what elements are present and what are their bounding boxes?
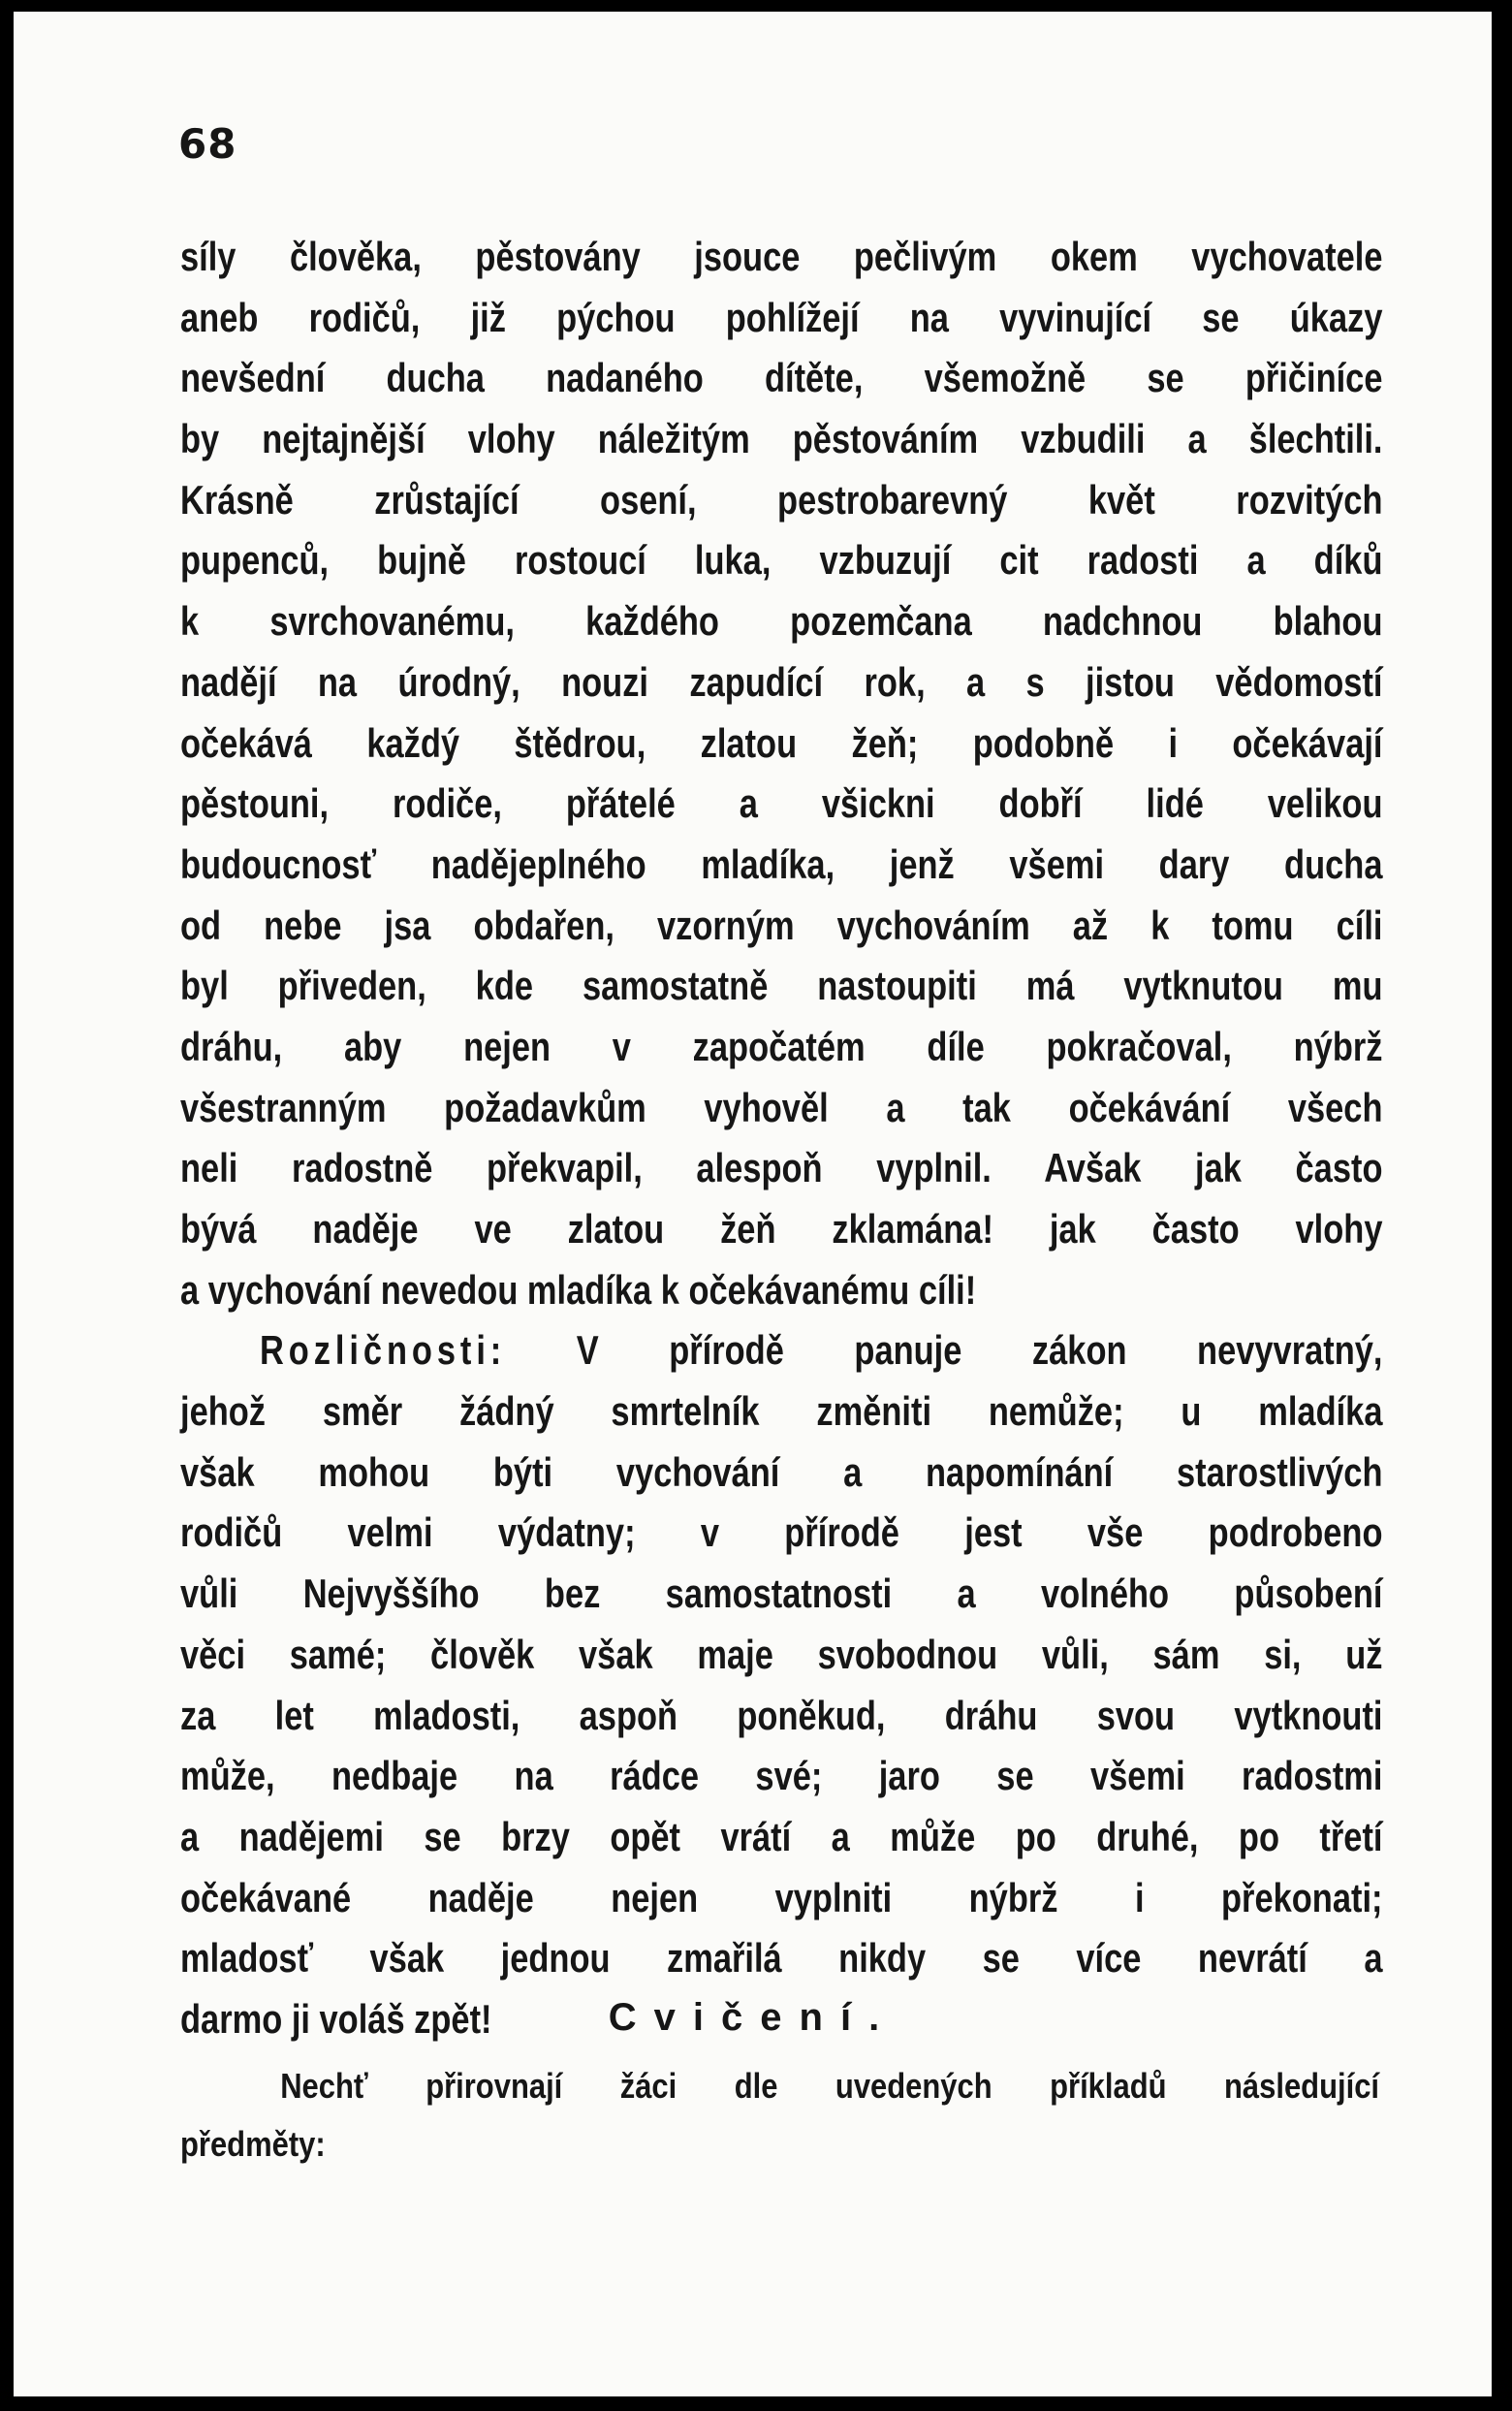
text-line: a nadějemi se brzy opět vrátí a může po druhé, po třetí bbox=[180, 1813, 1383, 1859]
text-line: darmo ji voláš zpět! bbox=[180, 1995, 492, 2042]
exercise-text bbox=[180, 2057, 1382, 2173]
paragraph-first-line bbox=[180, 1320, 1382, 1381]
text-line: od nebe jsa obdařen, vzorným vychováním až k tomu cíli bbox=[180, 902, 1383, 948]
exercise-line: předměty: bbox=[180, 2124, 326, 2164]
text-line: vůli Nejvyššího bez samostatnosti a volného působení bbox=[180, 1570, 1383, 1617]
text-line: dráhu, aby nejen v započatém díle pokračoval, nýbrž bbox=[180, 1023, 1383, 1069]
text-line: neli radostně překvapil, alespoň vyplnil. Avšak jak často bbox=[180, 1145, 1383, 1191]
text-line: a vychování nevedou mladíka k očekávanému cíli! bbox=[180, 1266, 977, 1313]
text-line: rodičů velmi výdatny; v přírodě jest vše podrobeno bbox=[180, 1509, 1383, 1556]
text-line: pěstouni, rodiče, přátelé a všickni dobří lidé velikou bbox=[180, 780, 1383, 827]
book-page bbox=[14, 12, 1492, 2396]
text-line: za let mladosti, aspoň poněkud, dráhu svou vytknouti bbox=[180, 1692, 1383, 1738]
page-number: 68 bbox=[178, 120, 237, 168]
text-line: však mohou býti vychování a napomínání starostlivých bbox=[180, 1448, 1383, 1495]
text-line: mladosť však jednou zmařilá nikdy se více nevrátí a bbox=[180, 1935, 1383, 1982]
text-line: očekává každý štědrou, zlatou žeň; podobně i očekávají bbox=[180, 719, 1383, 766]
text-line: pupenců, bujně rostoucí luka, vzbuzují cit radosti a díků bbox=[180, 537, 1383, 584]
text-line: nadějí na úrodný, nouzi zapudící rok, a s jistou vědomostí bbox=[180, 658, 1383, 705]
text-line: Krásně zrůstající osení, pestrobarevný květ rozvitých bbox=[180, 476, 1383, 523]
exercise-line: Nechť přirovnají žáci dle uvedených příkladů následující bbox=[280, 2066, 1380, 2106]
section-heading: Cvičení. bbox=[608, 1996, 898, 2039]
text-line: nevšední ducha nadaného dítěte, všemožně se přičiníce bbox=[180, 355, 1383, 401]
text-line: očekávané naděje nejen vyplniti nýbrž i překonati; bbox=[180, 1874, 1383, 1920]
section-lead: Rozličnosti: bbox=[260, 1327, 507, 1374]
text-line: bývá naděje ve zlatou žeň zklamána! jak často vlohy bbox=[180, 1206, 1383, 1252]
body-text bbox=[180, 227, 1382, 2050]
text-line: budoucnosť nadějeplného mladíka, jenž všemi dary ducha bbox=[180, 841, 1383, 887]
paragraph-first-line-text: V přírodě panuje zákon nevyvratný, bbox=[576, 1327, 1383, 1374]
text-line: by nejtajnější vlohy náležitým pěstováním vzbudili a šlechtili. bbox=[180, 416, 1383, 462]
text-line: aneb rodičů, již pýchou pohlížejí na vyvinující se úkazy bbox=[180, 294, 1383, 340]
text-line: síly člověka, pěstovány jsouce pečlivým okem vychovatele bbox=[180, 234, 1383, 279]
text-line: jehož směr žádný smrtelník změniti nemůže; u mladíka bbox=[180, 1388, 1383, 1435]
text-line: věci samé; člověk však maje svobodnou vůli, sám si, už bbox=[180, 1631, 1383, 1677]
text-line: všestranným požadavkům vyhověl a tak očekávání všech bbox=[180, 1084, 1383, 1130]
text-line: může, nedbaje na rádce své; jaro se všemi radostmi bbox=[180, 1753, 1383, 1799]
text-line: k svrchovanému, každého pozemčana nadchnou blahou bbox=[180, 598, 1383, 645]
text-line: byl přiveden, kde samostatně nastoupiti má vytknutou mu bbox=[180, 963, 1383, 1009]
